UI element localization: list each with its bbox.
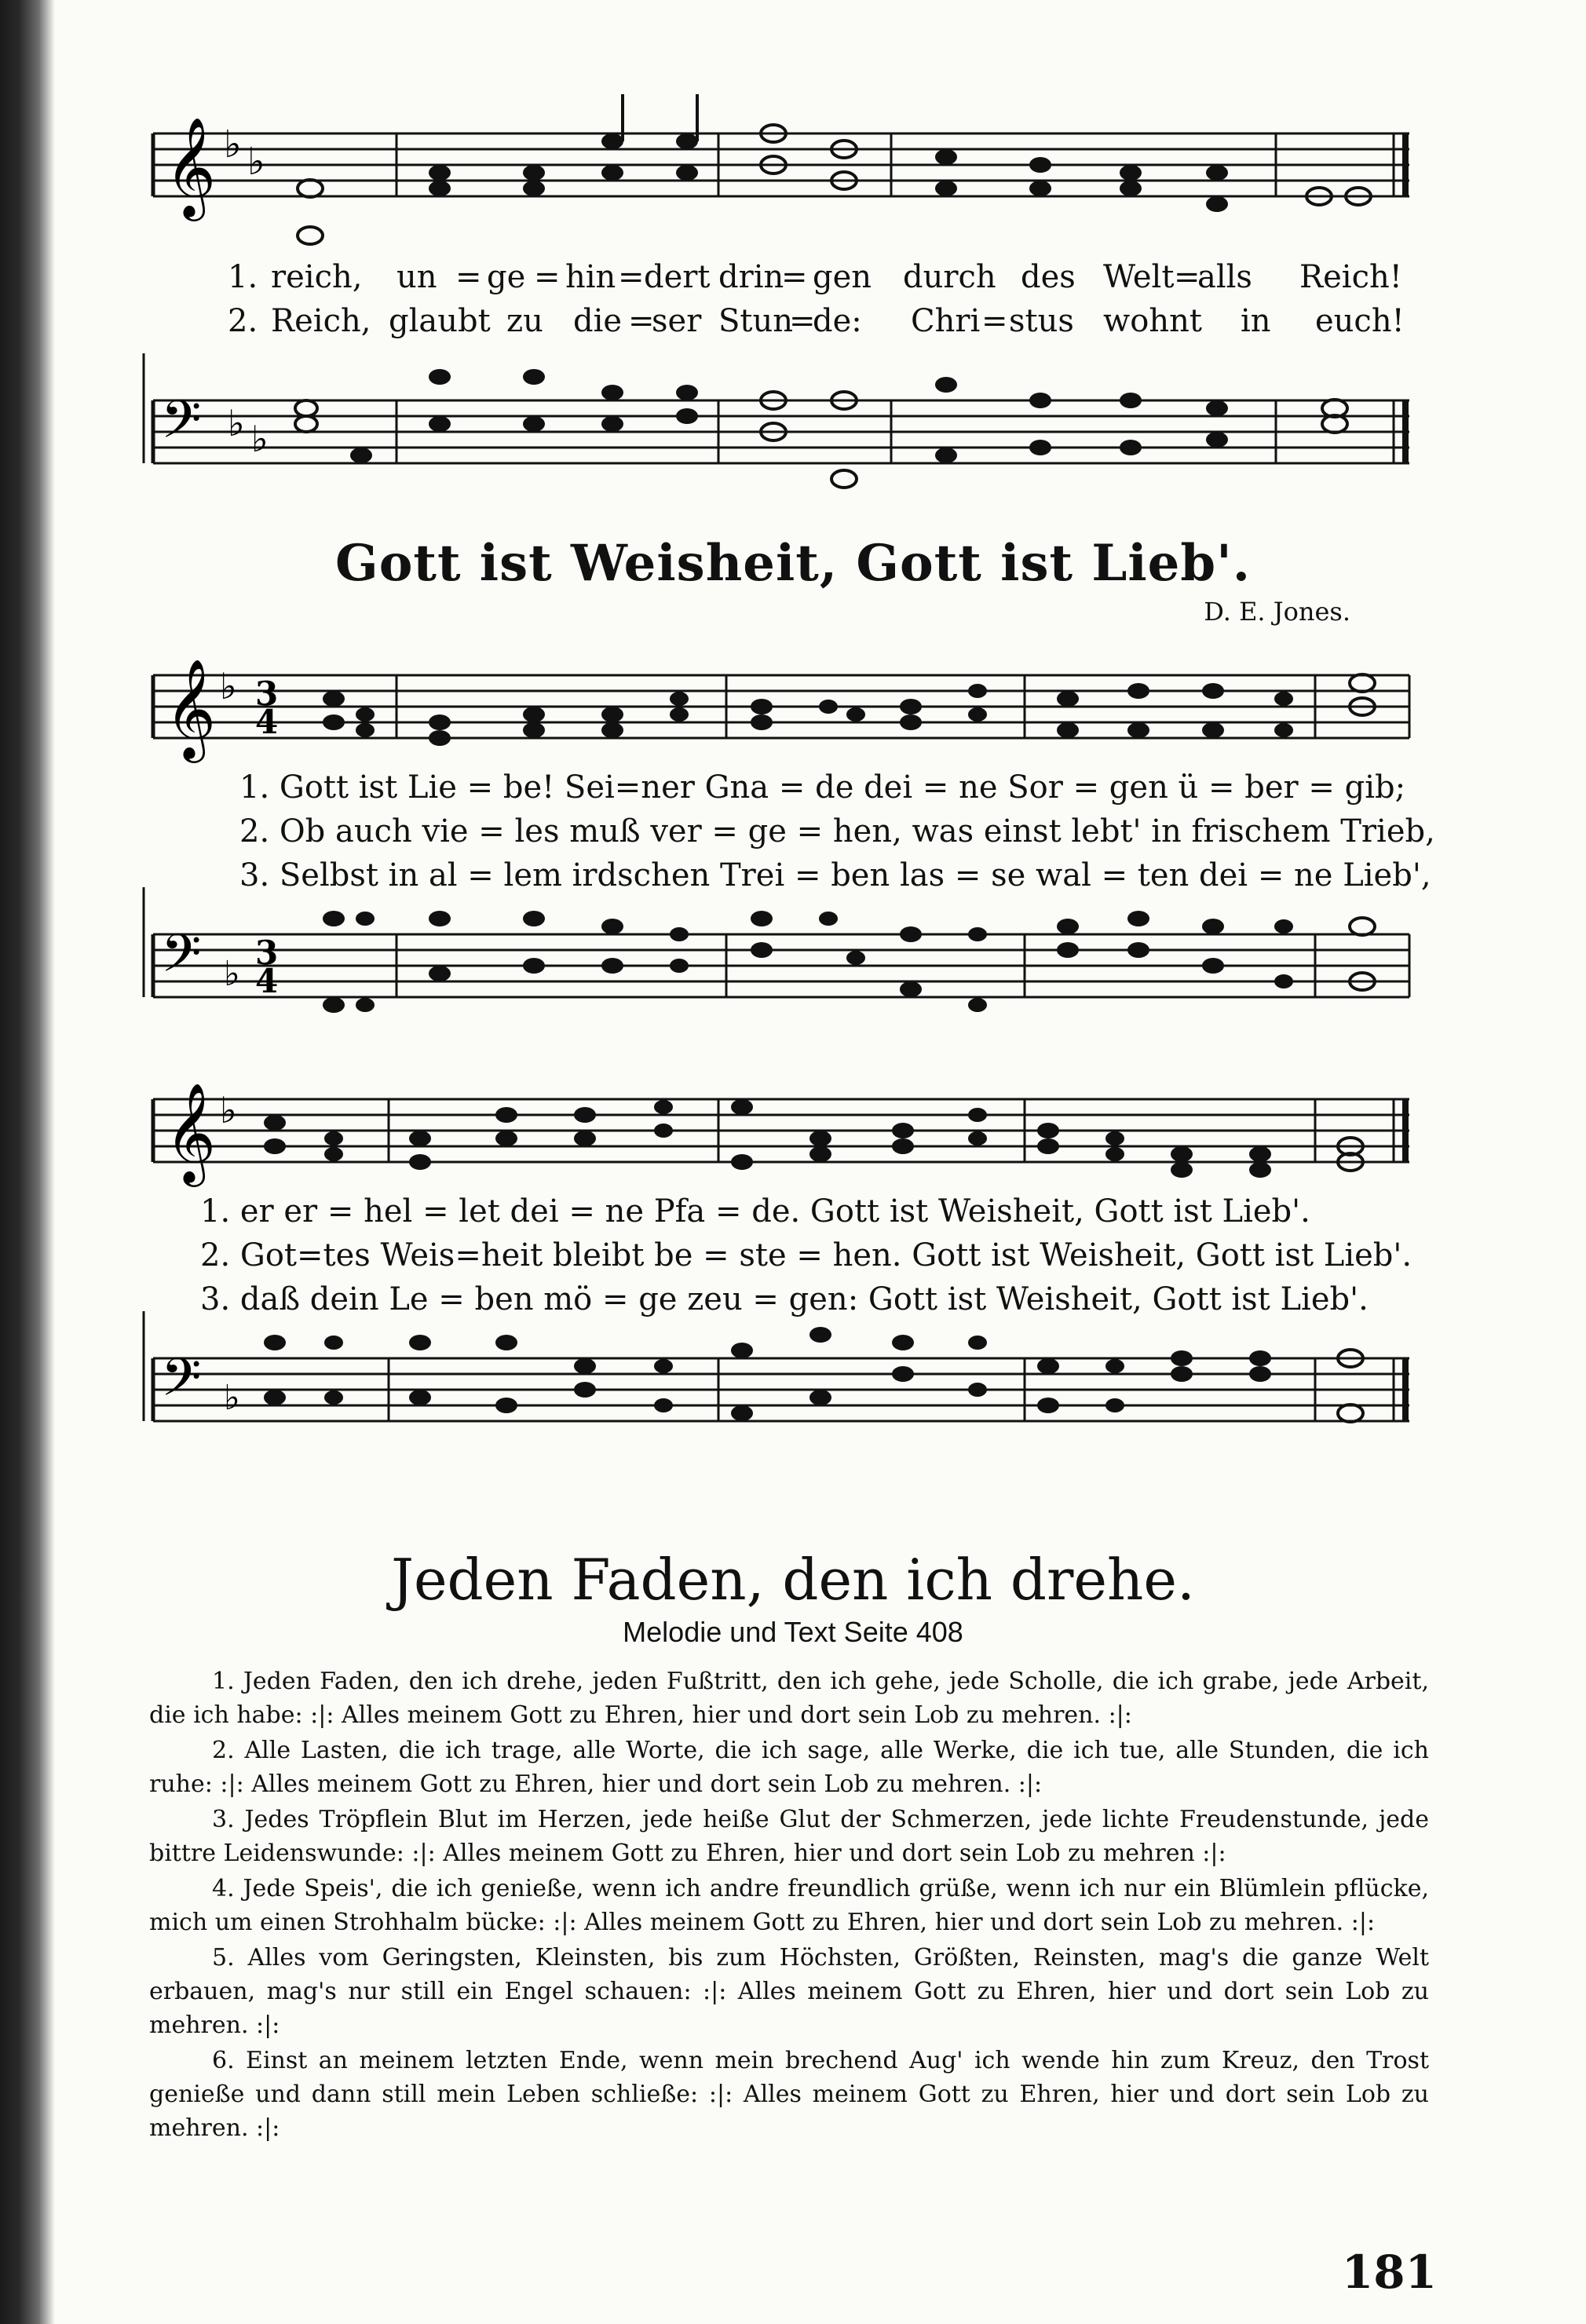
lyric-line-1	[137, 255, 1425, 299]
syllable: gen	[813, 259, 872, 295]
syllable: wohnt	[1103, 303, 1202, 339]
svg-text:♭: ♭	[251, 418, 269, 460]
svg-text:♭: ♭	[220, 665, 237, 707]
syllable: euch!	[1315, 303, 1405, 339]
syllable: hin	[565, 259, 616, 295]
time-signature-bottom: 4	[255, 962, 279, 1000]
lyrics-hymn-1	[239, 766, 1527, 897]
syllable: ser	[652, 303, 702, 339]
treble-staff-notation	[137, 1052, 1425, 1209]
syllable: drin	[718, 259, 784, 295]
lyric-line-verse-3: 3. daß dein Le = ben mö = ge zeu = gen: Gott ist Weisheit, Gott ist Lieb'.	[200, 1281, 1369, 1317]
syllable: un	[396, 259, 437, 295]
treble-clef-icon: 𝄞	[165, 1082, 217, 1182]
verse-number: 1.	[228, 259, 258, 295]
bass-staff-notation	[137, 887, 1425, 1036]
lyric-line-verse-2: 2. Ob auch vie = les muß ver = ge = hen, was einst lebt' in frischem Trieb,	[239, 813, 1435, 850]
bass-clef-icon: 𝄢	[161, 389, 202, 462]
music-system-2	[137, 1052, 1425, 1460]
syllable: Chri	[911, 303, 981, 339]
page-number: 181	[1341, 2245, 1437, 2299]
treble-clef-icon: 𝄞	[165, 658, 217, 758]
treble-clef-icon: 𝄞	[165, 116, 217, 217]
verse-6: 6. Einst an meinem letzten Ende, wenn mein brechend Aug' ich wende hin zum Kreuz, den Trost genieße und dann still mein Leben schließe: :|: Alles meinem Gott zu Ehren, hier und dort sein Lob zu mehren. :|:	[149, 2047, 1429, 2142]
music-system-top	[137, 86, 1425, 510]
page-binding-edge	[0, 0, 55, 2324]
hymn-title: Gott ist Weisheit, Gott ist Lieb'.	[335, 534, 1251, 593]
syllable: in	[1241, 303, 1271, 339]
syllable: Reich,	[271, 303, 371, 339]
lyrics-top	[137, 255, 1425, 343]
time-signature-bottom: 4	[255, 703, 279, 741]
svg-text:♭: ♭	[224, 954, 240, 994]
syllable: glaubt	[389, 303, 491, 339]
hyphen: =	[534, 259, 561, 295]
bass-clef-icon: 𝄢	[161, 1347, 202, 1420]
syllable: die	[573, 303, 623, 339]
bass-clef-icon: 𝄢	[161, 923, 202, 996]
syllable: dert	[644, 259, 711, 295]
lyric-line-verse-1: 1. Gott ist Lie = be! Sei=ner Gna = de dei = ne Sor = gen ü = ber = gib;	[239, 769, 1406, 806]
song-title: Jeden Faden, den ich drehe.	[391, 1547, 1195, 1613]
verse-2: 2. Alle Lasten, die ich trage, alle Worte, die ich sage, alle Werke, die ich tue, alle Stunden, die ich ruhe: :|: Alles meinem Gott zu Ehren, hier und dort sein Lob zu mehren. :|:	[149, 1737, 1429, 1798]
lyric-line-2	[137, 299, 1425, 343]
syllable: stus	[1009, 303, 1074, 339]
syllable: Stun	[718, 303, 793, 339]
hyphen: =	[781, 259, 808, 295]
svg-text:♭: ♭	[228, 402, 245, 444]
hyphen: =	[628, 303, 655, 339]
song-reference: Melodie und Text Seite 408	[623, 1616, 963, 1648]
verse-4: 4. Jede Speis', die ich genieße, wenn ich andre freundlich grüße, wenn ich nur ein Blümlein pflücke, mich um einen Strohhalm bücke: :|: Alles meinem Gott zu Ehren, hier und dort sein Lob zu mehren. :|:	[149, 1875, 1429, 1936]
song-verses	[149, 1664, 1429, 2147]
syllable: de:	[813, 303, 862, 339]
composer-credit: D. E. Jones.	[1204, 597, 1350, 627]
syllable: Welt	[1103, 259, 1175, 295]
syllable: Reich!	[1299, 259, 1402, 295]
svg-text:♭: ♭	[220, 1089, 237, 1131]
verse-1: 1. Jeden Faden, den ich drehe, jeden Fußtritt, den ich gehe, jede Scholle, die ich grabe, jede Arbeit, die ich habe: :|: Alles meinem Gott zu Ehren, hier und dort sein Lob zu mehren. :|:	[149, 1668, 1429, 1729]
treble-staff-notation	[137, 628, 1425, 785]
svg-text:♭: ♭	[224, 1378, 240, 1418]
verse-number: 2.	[228, 303, 258, 339]
syllable: zu	[506, 303, 543, 339]
time-signature-top: 3	[255, 934, 279, 972]
verse-5: 5. Alles vom Geringsten, Kleinsten, bis zum Höchsten, Größten, Reinsten, mag's die ganze Welt erbauen, mag's nur still ein Engel schauen: :|: Alles meinem Gott zu Ehren, hier und dort sein Lob zu mehren. :|:	[149, 1944, 1429, 2039]
hyphen: =	[789, 303, 816, 339]
lyric-line-verse-2: 2. Got=tes Weis=heit bleibt be = ste = hen. Gott ist Weisheit, Gott ist Lieb'.	[200, 1237, 1412, 1273]
hyphen: =	[981, 303, 1008, 339]
syllable: ge	[487, 259, 526, 295]
time-signature-top: 3	[255, 674, 279, 713]
syllable: durch	[903, 259, 996, 295]
syllable: reich,	[271, 259, 363, 295]
treble-staff-notation	[137, 86, 1425, 259]
svg-text:♭: ♭	[224, 122, 242, 166]
lyric-line-verse-1: 1. er er = hel = let dei = ne Pfa = de. Gott ist Weisheit, Gott ist Lieb'.	[200, 1193, 1310, 1230]
hyphen: =	[618, 259, 645, 295]
syllable: alls	[1197, 259, 1252, 295]
hyphen: =	[1174, 259, 1200, 295]
verse-3: 3. Jedes Tröpflein Blut im Herzen, jede heiße Glut der Schmerzen, jede lichte Freudenstunde, jede bittre Leidenswunde: :|: Alles meinem Gott zu Ehren, hier und dort sein Lob zu mehren :|:	[149, 1806, 1429, 1867]
music-system-1	[137, 628, 1435, 1036]
bass-staff-notation	[137, 1311, 1425, 1460]
bass-staff-notation	[137, 353, 1425, 510]
hyphen: =	[455, 259, 482, 295]
svg-text:♭: ♭	[247, 140, 265, 184]
syllable: des	[1021, 259, 1076, 295]
lyric-line-verse-3: 3. Selbst in al = lem irdschen Trei = ben las = se wal = ten dei = ne Lieb',	[239, 857, 1431, 893]
lyrics-hymn-2	[200, 1189, 1488, 1321]
